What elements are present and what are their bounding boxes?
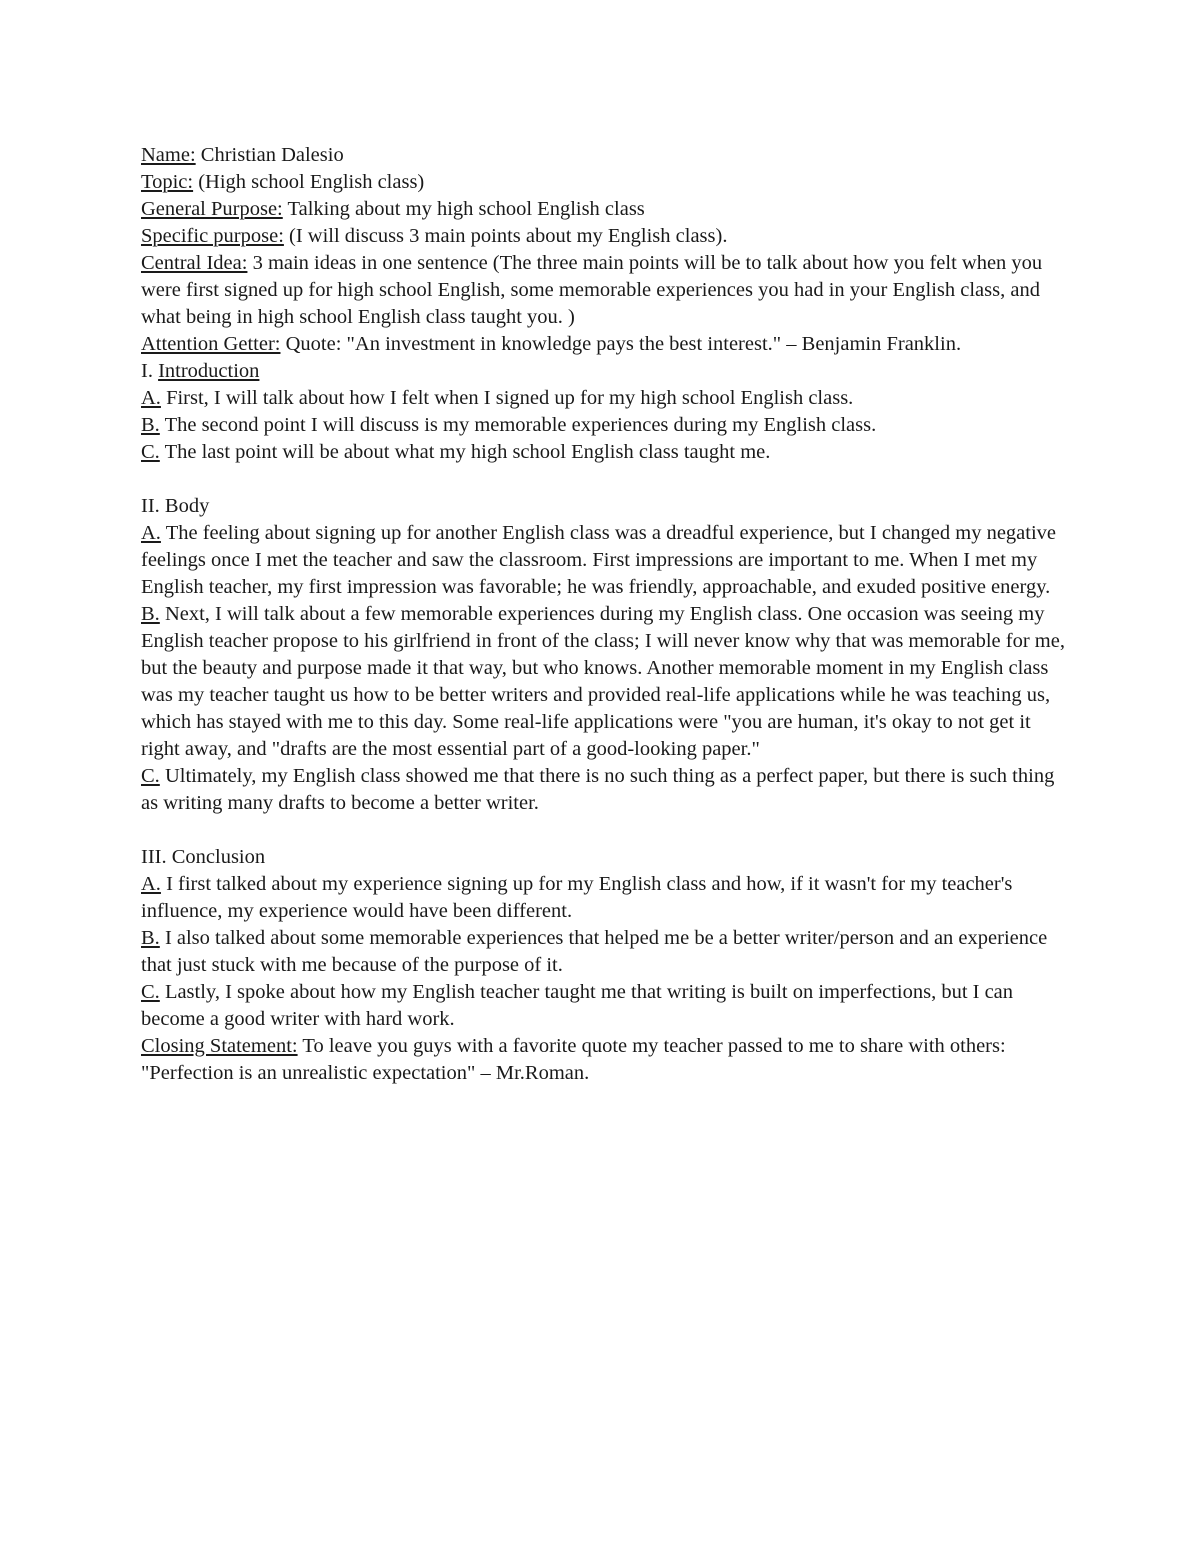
point-text: Next, I will talk about a few memorable experiences during my English class. One occasion was seeing my English teacher propose to his girlfriend in front of the class; I will never know why that was memorable for me, but the beauty and purpose made it that way, but who knows. Another memorable moment in my English class was my teacher taught us how to be better writers and provided real-life applications while he was teaching us, which has stayed with me to this day. Some real-life applications were "you are human, it's okay to not get it right away, and "drafts are the most essential part of a good-looking paper."	[141, 603, 1065, 760]
introduction-numeral: I.	[141, 360, 159, 382]
conclusion-point-b	[141, 925, 1071, 979]
point-label: C.	[141, 765, 160, 787]
general-purpose-line	[141, 196, 1071, 223]
general-purpose-value: Talking about my high school English class	[282, 198, 645, 220]
name-line	[141, 142, 1071, 169]
point-text: Ultimately, my English class showed me that there is no such thing as a perfect paper, but there is such thing as writing many drafts to become a better writer.	[141, 765, 1055, 814]
point-text: Lastly, I spoke about how my English teacher taught me that writing is built on imperfections, but I can become a good writer with hard work.	[141, 981, 1014, 1030]
point-label: C.	[141, 441, 160, 463]
body-heading: II. Body	[141, 495, 210, 517]
point-text: The feeling about signing up for another English class was a dreadful experience, but I changed my negative feelings once I met the teacher and saw the classroom. First impressions are important to me. When I met my English teacher, my first impression was favorable; he was friendly, approachable, and exuded positive energy.	[141, 522, 1057, 598]
introduction-point-b	[141, 412, 1071, 439]
introduction-heading	[141, 358, 1071, 385]
attention-getter-value: Quote: "An investment in knowledge pays the best interest." – Benjamin Franklin.	[280, 333, 962, 355]
point-text: First, I will talk about how I felt when I signed up for my high school English class.	[160, 387, 854, 409]
name-label: Name:	[141, 144, 196, 166]
central-idea-value: 3 main ideas in one sentence (The three main points will be to talk about how you felt when you were first signed up for high school English, some memorable experiences you had in your English class, and what being in high school English class taught you. )	[141, 252, 1043, 328]
topic-line	[141, 169, 1071, 196]
blank-line	[141, 817, 1071, 844]
point-text: I also talked about some memorable experiences that helped me be a better writer/person and an experience that just stuck with me because of the purpose of it.	[141, 927, 1048, 976]
attention-getter-line	[141, 331, 1071, 358]
topic-value: (High school English class)	[193, 171, 425, 193]
introduction-point-c	[141, 439, 1071, 466]
point-label: A.	[141, 522, 161, 544]
body-point-c	[141, 763, 1071, 817]
point-label: A.	[141, 873, 161, 895]
central-idea-line	[141, 250, 1071, 331]
conclusion-point-c	[141, 979, 1071, 1033]
point-label: A.	[141, 387, 161, 409]
body-point-b	[141, 601, 1071, 763]
name-value: Christian Dalesio	[195, 144, 344, 166]
specific-purpose-value: (I will discuss 3 main points about my English class).	[283, 225, 728, 247]
point-text: The last point will be about what my high school English class taught me.	[159, 441, 771, 463]
closing-statement-value: To leave you guys with a favorite quote my teacher passed to me to share with others: "Perfection is an unrealistic expectation" – Mr.Roman.	[141, 1035, 1006, 1084]
point-text: I first talked about my experience signing up for my English class and how, if it wasn't for my teacher's influence, my experience would have been different.	[141, 873, 1013, 922]
point-label: B.	[141, 927, 160, 949]
point-label: B.	[141, 603, 160, 625]
point-label: B.	[141, 414, 160, 436]
conclusion-heading: III. Conclusion	[141, 846, 266, 868]
specific-purpose-label: Specific purpose:	[141, 225, 284, 247]
body-point-a	[141, 520, 1071, 601]
speech-outline	[141, 142, 1071, 1087]
blank-line	[141, 466, 1071, 493]
general-purpose-label: General Purpose:	[141, 198, 283, 220]
topic-label: Topic:	[141, 171, 194, 193]
central-idea-label: Central Idea:	[141, 252, 248, 274]
closing-statement-label: Closing Statement:	[141, 1035, 298, 1057]
introduction-heading-text: Introduction	[158, 360, 260, 382]
specific-purpose-line	[141, 223, 1071, 250]
point-label: C.	[141, 981, 160, 1003]
attention-getter-label: Attention Getter:	[141, 333, 281, 355]
closing-statement-line	[141, 1033, 1071, 1087]
introduction-point-a	[141, 385, 1071, 412]
conclusion-point-a	[141, 871, 1071, 925]
point-text: The second point I will discuss is my memorable experiences during my English class.	[159, 414, 877, 436]
